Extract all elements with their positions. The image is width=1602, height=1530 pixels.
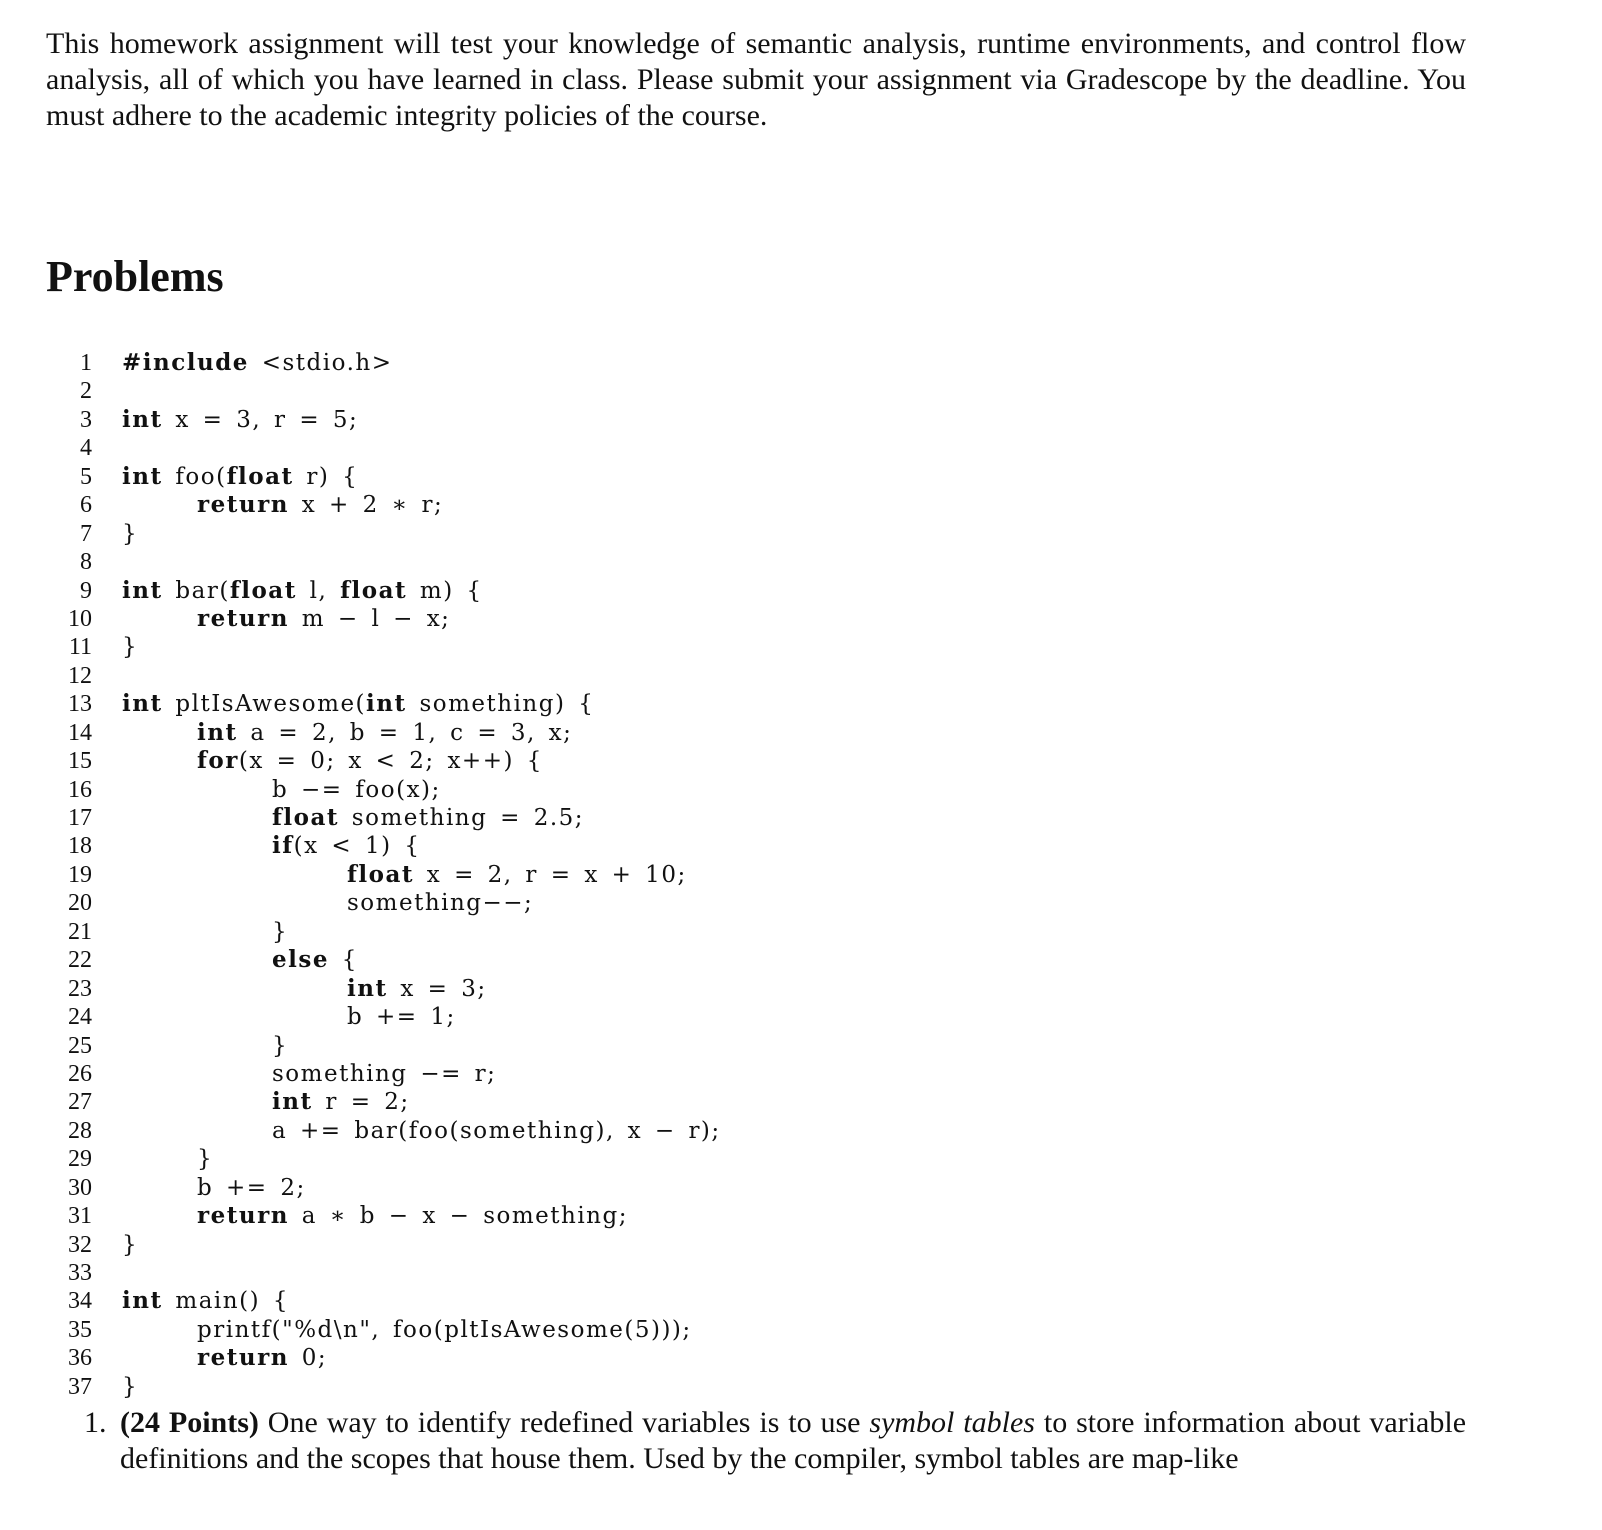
line-number: 17 xyxy=(68,805,92,831)
problem-1 xyxy=(84,1405,1466,1477)
line-number: 15 xyxy=(68,748,92,775)
line-code xyxy=(347,975,487,1003)
line-number: 10 xyxy=(68,605,92,632)
code-line xyxy=(0,577,1000,605)
line-number: 30 xyxy=(68,1174,92,1201)
line-number: 35 xyxy=(68,1316,92,1343)
line-code xyxy=(122,690,594,718)
code-line xyxy=(0,463,1000,491)
code-line xyxy=(0,349,1000,377)
code-text: a += bar(foo(something), x − r); xyxy=(272,1117,721,1144)
code-line xyxy=(0,1316,1000,1344)
code-keyword: if xyxy=(272,832,294,860)
code-line xyxy=(0,1202,1000,1230)
line-number: 7 xyxy=(80,520,92,547)
line-code xyxy=(197,491,443,519)
line-number: 20 xyxy=(68,890,92,917)
code-keyword: #include xyxy=(122,349,249,376)
code-text: } xyxy=(272,1032,289,1059)
line-number: 21 xyxy=(68,918,92,945)
code-line xyxy=(0,1032,1000,1060)
line-number: 26 xyxy=(68,1060,92,1087)
line-number: 11 xyxy=(68,634,92,661)
line-code xyxy=(197,719,572,747)
problem-number: 1. xyxy=(84,1406,107,1439)
code-keyword: int xyxy=(347,974,388,1002)
line-code xyxy=(347,889,533,917)
code-text: a ∗ b − x − something; xyxy=(288,1203,628,1230)
code-line xyxy=(0,1003,1000,1031)
code-text: r) { xyxy=(293,463,359,490)
code-line xyxy=(0,918,1000,946)
line-code xyxy=(272,946,358,974)
code-text: something = 2.5; xyxy=(339,805,585,831)
line-code xyxy=(272,1032,288,1060)
line-number: 32 xyxy=(68,1231,92,1258)
code-line xyxy=(0,406,1000,434)
line-code xyxy=(347,1003,456,1031)
line-code xyxy=(122,633,138,661)
line-number: 25 xyxy=(68,1032,92,1059)
line-code xyxy=(272,1060,496,1088)
line-number: 27 xyxy=(68,1089,92,1116)
code-text: x = 2, r = x + 10; xyxy=(414,861,687,888)
line-number: 6 xyxy=(80,492,92,519)
code-keyword: return xyxy=(197,1202,289,1230)
line-code xyxy=(122,577,483,605)
line-code xyxy=(122,406,358,434)
code-line xyxy=(0,605,1000,633)
code-line xyxy=(0,1259,1000,1287)
code-keyword: else xyxy=(272,946,329,974)
line-code xyxy=(122,1231,138,1259)
code-text: x = 3, r = 5; xyxy=(162,406,359,433)
line-code xyxy=(197,605,450,633)
code-text: b −= foo(x); xyxy=(272,776,441,803)
line-number: 5 xyxy=(80,463,92,490)
code-text: r = 2; xyxy=(312,1089,410,1116)
code-keyword: int xyxy=(366,690,407,718)
code-keyword: int xyxy=(122,462,163,490)
line-code xyxy=(272,832,421,860)
line-code xyxy=(197,1202,628,1230)
code-keyword: int xyxy=(122,690,163,718)
line-code xyxy=(122,1373,138,1401)
line-code xyxy=(272,1117,721,1145)
line-code xyxy=(122,1287,289,1315)
code-text: l, xyxy=(296,577,341,604)
code-listing xyxy=(0,349,1000,1401)
code-text: pltIsAwesome( xyxy=(162,691,367,718)
line-number: 9 xyxy=(80,577,92,604)
line-number: 8 xyxy=(80,549,92,576)
code-text: bar( xyxy=(162,577,230,604)
line-code xyxy=(347,861,687,889)
code-text: 0; xyxy=(288,1345,328,1372)
intro-paragraph: This homework assignment will test your knowledge of semantic analysis, runtime environments, and control flow analysis, all of which you have learned in class. Please submit your assignment via Gradescope by the deadline. You must adhere to the academic integrity policies of the course. xyxy=(46,27,1466,132)
code-line xyxy=(0,832,1000,860)
code-text: } xyxy=(197,1146,214,1173)
code-line xyxy=(0,1344,1000,1372)
code-line xyxy=(0,1145,1000,1173)
code-line xyxy=(0,1174,1000,1202)
problem-text-before: One way to identify redefined variables is to use xyxy=(258,1406,870,1439)
code-keyword: float xyxy=(347,860,414,888)
line-number: 19 xyxy=(68,861,92,888)
line-code xyxy=(197,1174,306,1202)
code-line xyxy=(0,548,1000,576)
code-line xyxy=(0,776,1000,804)
code-keyword: float xyxy=(229,576,297,604)
line-code xyxy=(272,1088,410,1116)
code-text: something−−; xyxy=(347,890,534,917)
line-code xyxy=(122,520,138,548)
code-text: x + 2 ∗ r; xyxy=(288,492,444,519)
line-number: 1 xyxy=(80,350,92,376)
line-number: 36 xyxy=(68,1345,92,1372)
code-line xyxy=(0,690,1000,718)
code-keyword: return xyxy=(197,491,289,519)
code-line xyxy=(0,1117,1000,1145)
line-number: 24 xyxy=(68,1004,92,1031)
line-code xyxy=(122,349,392,377)
code-line xyxy=(0,434,1000,462)
line-code xyxy=(197,1344,327,1372)
code-line xyxy=(0,975,1000,1003)
line-number: 29 xyxy=(68,1146,92,1173)
code-line xyxy=(0,491,1000,519)
code-text: b += 1; xyxy=(347,1004,456,1031)
code-text: m) { xyxy=(407,577,483,604)
line-code xyxy=(272,776,441,804)
code-keyword: for xyxy=(197,747,239,775)
code-keyword: float xyxy=(272,804,339,831)
line-number: 13 xyxy=(68,691,92,718)
line-number: 22 xyxy=(68,947,92,974)
code-text: } xyxy=(122,520,139,547)
line-number: 33 xyxy=(68,1260,92,1286)
line-number: 31 xyxy=(68,1203,92,1230)
code-line xyxy=(0,377,1000,405)
code-text: } xyxy=(122,634,139,661)
code-line xyxy=(0,520,1000,548)
line-number: 28 xyxy=(68,1117,92,1144)
code-line xyxy=(0,804,1000,832)
section-title: Problems xyxy=(46,252,224,301)
line-code xyxy=(122,463,358,491)
code-line xyxy=(0,1088,1000,1116)
line-code xyxy=(197,1316,692,1344)
code-text: a = 2, b = 1, c = 3, x; xyxy=(237,719,573,746)
code-text: something) { xyxy=(406,691,595,718)
code-keyword: return xyxy=(197,604,289,632)
code-line xyxy=(0,1287,1000,1315)
code-text: <stdio.h> xyxy=(248,350,393,376)
problem-points: (24 Points) xyxy=(120,1406,259,1439)
code-text: (x = 0; x < 2; x++) { xyxy=(238,748,543,775)
code-line xyxy=(0,747,1000,775)
problem-emphasis: symbol tables xyxy=(869,1406,1035,1439)
problem-text xyxy=(120,1405,1466,1477)
line-number: 2 xyxy=(80,378,92,405)
code-text: (x < 1) { xyxy=(293,833,421,860)
code-line xyxy=(0,1231,1000,1259)
code-text: b += 2; xyxy=(197,1174,306,1201)
code-text: } xyxy=(272,918,289,945)
line-number: 18 xyxy=(68,833,92,860)
code-line xyxy=(0,889,1000,917)
code-text: } xyxy=(122,1373,139,1400)
line-number: 4 xyxy=(80,435,92,462)
code-keyword: float xyxy=(340,576,408,604)
code-text: main() { xyxy=(162,1288,289,1315)
code-text: printf("%d\n", foo(pltIsAwesome(5))); xyxy=(197,1316,692,1343)
code-keyword: int xyxy=(122,405,163,433)
code-line xyxy=(0,662,1000,690)
code-keyword: float xyxy=(226,462,294,490)
line-number: 3 xyxy=(80,406,92,433)
code-keyword: int xyxy=(122,576,163,604)
code-text: x = 3; xyxy=(387,975,487,1002)
line-number: 16 xyxy=(68,776,92,803)
line-code xyxy=(272,918,288,946)
line-number: 12 xyxy=(68,662,92,689)
code-keyword: int xyxy=(197,718,238,746)
code-line xyxy=(0,633,1000,661)
line-number: 34 xyxy=(68,1288,92,1315)
code-text: something −= r; xyxy=(272,1060,497,1087)
line-number: 14 xyxy=(68,719,92,746)
code-text: m − l − x; xyxy=(288,605,451,632)
code-text: { xyxy=(328,947,358,974)
line-code xyxy=(272,804,584,832)
line-number: 23 xyxy=(68,975,92,1002)
code-text: } xyxy=(122,1231,139,1258)
problem-text-after: to store information about variable definitions and the scopes that house them. Used by the compiler, symbol tables are map-like xyxy=(120,1406,1467,1475)
line-number: 37 xyxy=(68,1373,92,1400)
code-keyword: int xyxy=(122,1287,163,1315)
line-code xyxy=(197,1145,213,1173)
code-text: foo( xyxy=(162,463,227,490)
line-code xyxy=(197,747,543,775)
code-keyword: return xyxy=(197,1344,289,1372)
code-line xyxy=(0,861,1000,889)
code-keyword: int xyxy=(272,1088,313,1116)
code-line xyxy=(0,1373,1000,1401)
code-line xyxy=(0,719,1000,747)
code-line xyxy=(0,1060,1000,1088)
code-line xyxy=(0,946,1000,974)
